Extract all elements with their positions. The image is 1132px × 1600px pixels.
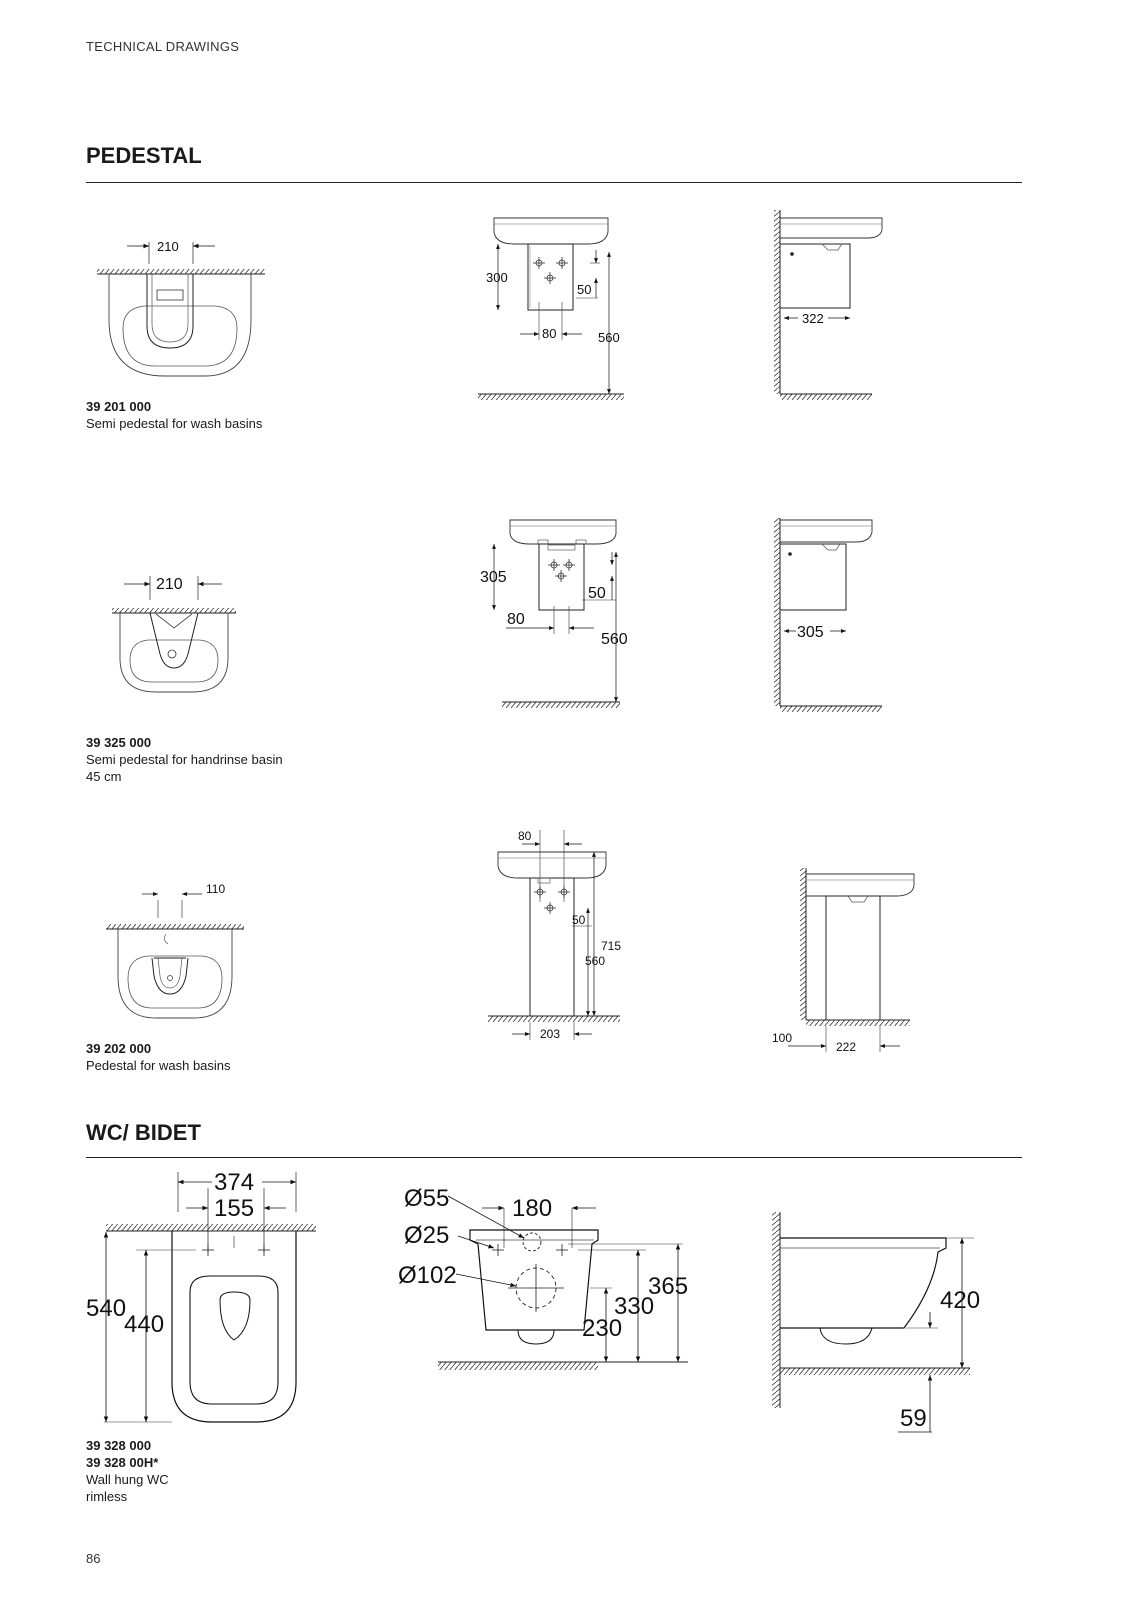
wc-dim-length-overall: 540: [86, 1295, 127, 1322]
p3-dim-side-offset: 100: [772, 1031, 793, 1045]
p1-side-view-drawing: [772, 208, 892, 408]
product-description: Pedestal for wash basins: [86, 1058, 231, 1073]
section-title-pedestal: PEDESTAL: [86, 143, 202, 168]
p2-dim-top: 210: [156, 576, 183, 593]
p3-dim-front-offset: 50: [572, 913, 586, 927]
wc-dim-height-365: 365: [648, 1273, 689, 1300]
wc-dim-diameter-55: Ø55: [404, 1185, 450, 1212]
p2-dim-front-total: 560: [601, 631, 628, 648]
product-info-39328000: [86, 1437, 169, 1505]
section-title-wc-bidet: WC/ BIDET: [86, 1120, 201, 1145]
product-code-alt: 39 328 00H*: [86, 1455, 159, 1470]
p2-dim-front-height: 305: [480, 569, 507, 586]
p1-dim-front-total: 560: [598, 330, 620, 345]
wc-dim-width-overall: 374: [214, 1169, 255, 1196]
p1-dim-front-height: 300: [486, 270, 508, 285]
p1-top-view-drawing: [95, 238, 275, 378]
p3-dim-side-base: 222: [836, 1040, 857, 1054]
product-description: Semi pedestal for handrinse basin: [86, 752, 283, 767]
page-header: TECHNICAL DRAWINGS: [86, 39, 240, 54]
p2-dim-side-depth: 305: [797, 624, 824, 641]
p3-front-view-drawing: [488, 830, 638, 1060]
product-code: 39 328 000: [86, 1438, 152, 1453]
page-number: 86: [86, 1551, 101, 1566]
product-description-type: rimless: [86, 1489, 128, 1504]
product-description: Semi pedestal for wash basins: [86, 416, 263, 431]
p2-dim-front-offset: 50: [588, 585, 606, 602]
p2-side-view-drawing: [772, 514, 892, 724]
p1-dim-front-offset: 50: [577, 282, 592, 297]
product-info-39325000: [86, 734, 283, 785]
p3-dim-front-height-2: 560: [585, 954, 606, 968]
p3-dim-front-width-top: 80: [518, 829, 532, 843]
product-info-39202000: [86, 1040, 231, 1074]
wc-dim-height-420: 420: [940, 1287, 981, 1314]
wc-side-view-drawing: [770, 1212, 1010, 1472]
p3-dim-front-height-1: 715: [601, 939, 622, 953]
p2-front-view-drawing: [476, 516, 636, 726]
p3-side-view-drawing: [772, 866, 928, 1076]
wc-dim-diameter-25: Ø25: [404, 1222, 450, 1249]
p3-dim-top: 110: [206, 882, 226, 896]
p2-top-view-drawing: [112, 574, 242, 704]
wc-dim-width-holes: 155: [214, 1195, 255, 1222]
product-info-39201000: [86, 398, 262, 432]
p1-dim-side-depth: 322: [802, 311, 824, 326]
product-code: 39 325 000: [86, 735, 152, 750]
wc-dim-width-180: 180: [512, 1195, 553, 1222]
p3-dim-front-base: 203: [540, 1027, 561, 1041]
p1-dim-front-width: 80: [542, 326, 557, 341]
wc-dim-length-holes: 440: [124, 1311, 165, 1338]
p1-dim-top: 210: [157, 239, 179, 254]
product-code: 39 202 000: [86, 1041, 152, 1056]
p2-dim-front-width: 80: [507, 611, 525, 628]
wc-dim-height-330: 330: [614, 1293, 655, 1320]
wc-dim-diameter-102: Ø102: [398, 1262, 457, 1289]
wc-front-view-drawing: [398, 1186, 698, 1416]
wc-dim-height-230: 230: [582, 1315, 623, 1342]
section-rule-wc-bidet: [86, 1157, 1022, 1158]
product-description: Wall hung WC: [86, 1472, 169, 1487]
p1-front-view-drawing: [478, 212, 628, 412]
product-description-size: 45 cm: [86, 769, 122, 784]
p3-top-view-drawing: [106, 882, 246, 1025]
section-rule-pedestal: [86, 182, 1022, 183]
wc-dim-height-59: 59: [900, 1405, 927, 1432]
product-code: 39 201 000: [86, 399, 152, 414]
wc-top-view-drawing: [86, 1169, 336, 1432]
